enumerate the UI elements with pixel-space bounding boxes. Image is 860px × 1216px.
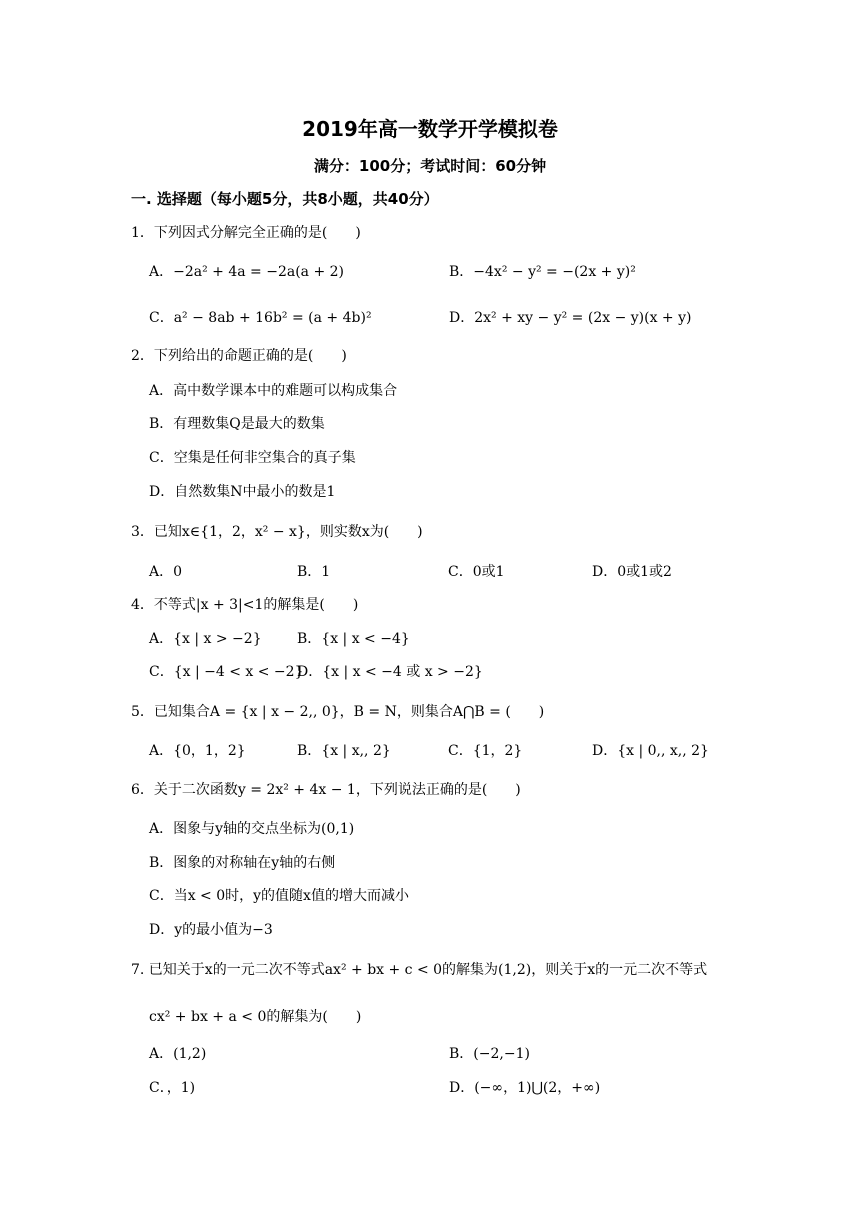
question-2-option-d: D．自然数集N中最小的数是1 xyxy=(149,484,336,500)
question-7-option-d: D．(−∞，1)⋃(2，+∞) xyxy=(449,1080,601,1096)
question-3-stem: 3．已知x∈{1，2，x² − x}，则实数x为( ) xyxy=(131,524,423,540)
question-4-stem: 4．不等式|x + 3|<1的解集是( ) xyxy=(131,597,359,613)
question-1-option-a: A．−2a² + 4a = −2a(a + 2) xyxy=(149,264,345,280)
question-1-stem: 1．下列因式分解完全正确的是( ) xyxy=(131,225,361,241)
question-4-option-c: C．{x | −4 < x < −2} xyxy=(149,664,304,680)
question-5-option-b: B．{x | x,, 2} xyxy=(297,743,391,759)
question-4-option-a: A．{x | x > −2} xyxy=(149,631,262,647)
section-heading: 一. 选择题（每小题5分，共8小题，共40分） xyxy=(131,190,439,208)
question-5-option-a: A．{0，1，2} xyxy=(149,743,246,759)
question-7-stem: 7. 已知关于x的一元二次不等式ax² + bx + c < 0的解集为(1,2)，则关于x的一元二次不等式 xyxy=(131,962,708,978)
question-1-option-b: B．−4x² − y² = −(2x + y)² xyxy=(449,264,636,280)
question-2-option-a: A．高中数学课本中的难题可以构成集合 xyxy=(149,383,398,399)
question-4-option-d: D．{x | x < −4 或 x > −2} xyxy=(297,664,483,680)
question-3-option-c: C．0或1 xyxy=(448,564,505,580)
question-5-option-d: D．{x | 0,, x,, 2} xyxy=(592,743,709,759)
question-4-option-b: B．{x | x < −4} xyxy=(297,631,410,647)
question-2-stem: 2．下列给出的命题正确的是( ) xyxy=(131,348,347,364)
question-3-option-a: A．0 xyxy=(149,564,183,580)
question-7-option-b: B．(−2,−1) xyxy=(449,1046,530,1062)
question-6-option-c: C．当x < 0时，y的值随x值的增大而减小 xyxy=(149,888,409,904)
question-1-option-c: C．a² − 8ab + 16b² = (a + 4b)² xyxy=(149,310,372,326)
question-2-option-b: B．有理数集Q是最大的数集 xyxy=(149,416,325,432)
question-1-option-d: D．2x² + xy − y² = (2x − y)(x + y) xyxy=(449,310,692,326)
question-7-option-c: C．，1) xyxy=(149,1080,196,1096)
exam-title: 2019年高一数学开学模拟卷 xyxy=(302,117,558,141)
question-6-stem: 6．关于二次函数y = 2x² + 4x − 1，下列说法正确的是( ) xyxy=(131,782,521,798)
question-7-stem-continued: cx² + bx + a < 0的解集为( ) xyxy=(149,1009,362,1025)
question-7-option-a: A．(1,2) xyxy=(149,1046,207,1062)
question-6-option-d: D．y的最小值为−3 xyxy=(149,922,273,938)
question-5-stem: 5．已知集合A = {x | x − 2,, 0}，B = N，则集合A⋂B = ( ) xyxy=(131,704,545,720)
exam-subtitle: 满分：100分；考试时间：60分钟 xyxy=(313,157,547,175)
question-3-option-b: B．1 xyxy=(297,564,331,580)
question-6-option-a: A．图象与y轴的交点坐标为(0,1) xyxy=(149,821,355,837)
question-3-option-d: D．0或1或2 xyxy=(592,564,672,580)
question-2-option-c: C．空集是任何非空集合的真子集 xyxy=(149,450,356,466)
question-6-option-b: B．图象的对称轴在y轴的右侧 xyxy=(149,855,336,871)
question-5-option-c: C．{1，2} xyxy=(448,743,523,759)
